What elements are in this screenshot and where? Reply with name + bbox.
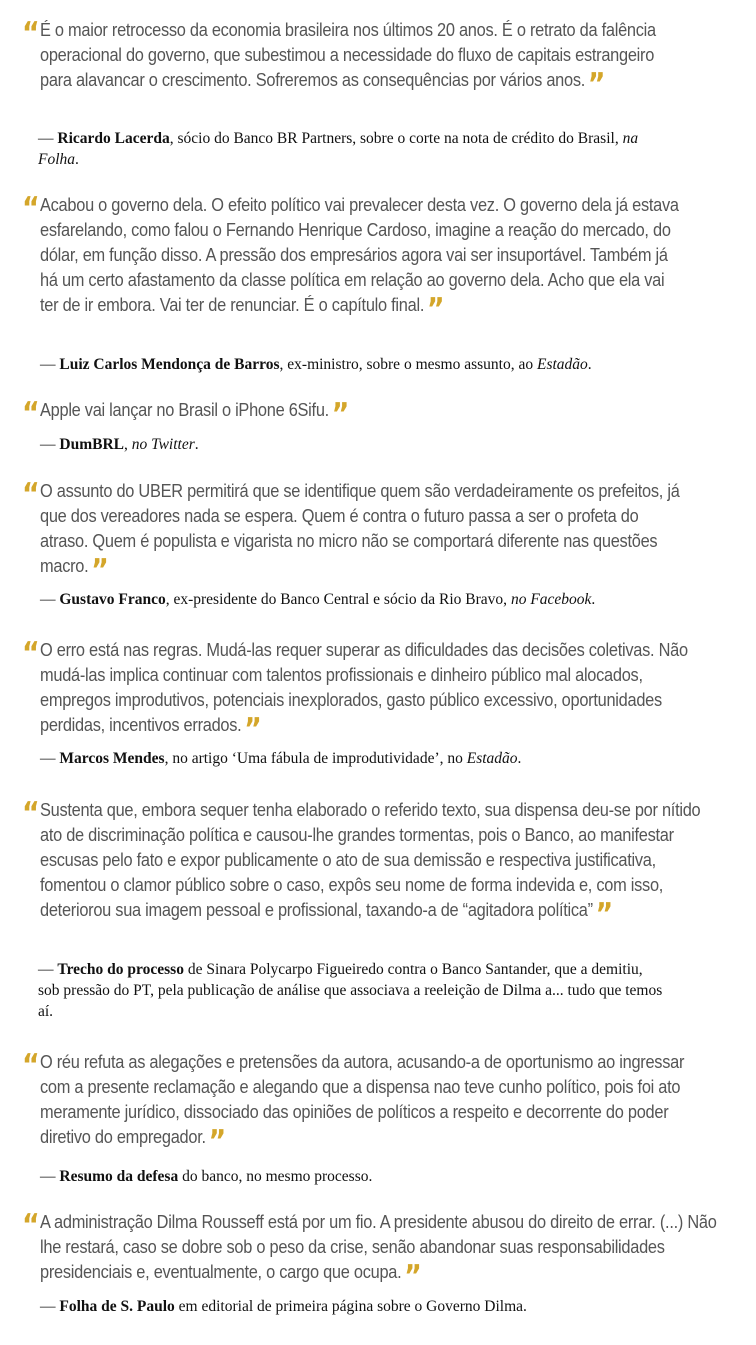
attribution-name: Luiz Carlos Mendonça de Barros	[59, 356, 280, 373]
attribution-source: Estadão	[536, 356, 588, 373]
attribution: — Folha de S. Paulo em editorial de primeira página sobre o Governo Dilma.	[40, 1298, 527, 1315]
quote-text: “ É o maior retrocesso da economia brasileira nos últimos 20 anos. É o retrato da falência operacional do governo, que subestimou a necessidade do fluxo de capitais estrangeiro para alavancar o crescimento. Sofreremos as consequências por vários anos.”	[22, 16, 656, 102]
attribution: — Gustavo Franco, ex-presidente do Banco Central e sócio da Rio Bravo, no Facebook.	[40, 591, 596, 608]
attribution: — Ricardo Lacerda, sócio do Banco BR Partners, sobre o corte na nota de crédito do Brasil, na Folha.	[38, 130, 639, 168]
attribution-name: DumBRL	[59, 436, 124, 453]
attribution-source: Estadão	[466, 750, 518, 767]
attribution-name: Ricardo Lacerda	[57, 130, 170, 147]
attribution-name: Resumo da defesa	[59, 1168, 179, 1185]
attribution-source: no Facebook	[510, 591, 592, 608]
attribution: — Trecho do processo de Sinara Polycarpo Figueiredo contra o Banco Santander, que a demitiu, sob pressão do PT, pela publicação de análise que associava a reeleição de Dilma a... tudo que temos aí.	[38, 961, 663, 1020]
attribution-name: Folha de S. Paulo	[59, 1298, 175, 1315]
quote-text: “ O réu refuta as alegações e pretensões da autora, acusando-a de oportunismo ao ingressar com a presente reclamação e alegando que a dispensa nao teve cunho político, pois foi ato meramente jurídico, dissociado das opiniões de políticos a respeito e decorrente do poder diretivo do empregador.”	[22, 1048, 685, 1159]
attribution-name: Gustavo Franco	[59, 591, 166, 608]
attribution: — Marcos Mendes, no artigo ‘Uma fábula de improdutividade’, no Estadão.	[40, 750, 522, 767]
quote-text: “ O erro está nas regras. Mudá-las requer superar as dificuldades das decisões coletivas. Não mudá-las implica continuar com talentos profissionais e dinheiro público mal alocados, empregos improdutivos, potenciais inexplorados, gasto público excessivo, oportunidades perdidas, incentivos errados.”	[22, 636, 688, 747]
attribution: — DumBRL, no Twitter.	[40, 436, 199, 453]
attribution: — Luiz Carlos Mendonça de Barros, ex-ministro, sobre o mesmo assunto, ao Estadão.	[40, 356, 592, 373]
attribution-source: no Twitter	[131, 436, 195, 453]
quote-text: “ Apple vai lançar no Brasil o iPhone 6Sifu.”	[22, 396, 350, 432]
quote-text: “ A administração Dilma Rousseff está por um fio. A presidente abusou do direito de errar. (...) Não lhe restará, caso se dobre sob o peso da crise, senão abandonar suas responsabilidades presidenciais e, eventualmente, o cargo que ocupa.”	[22, 1208, 717, 1294]
attribution-source: na Folha	[38, 130, 639, 168]
attribution: — Resumo da defesa do banco, no mesmo processo.	[40, 1168, 373, 1185]
attribution-name: Trecho do processo	[57, 961, 184, 978]
quote-text: “ Acabou o governo dela. O efeito político vai prevalecer desta vez. O governo dela já estava esfarelando, como falou o Fernando Henrique Cardoso, imagine a reação do mercado, do dólar, em função disso. A pressão dos empresários agora vai ser insuportável. Também já há um certo afastamento da classe política em relação ao governo dela. Acho que ela vai ter de ir embora. Vai ter de renunciar. É o capítulo final.”	[22, 191, 679, 327]
attribution-name: Marcos Mendes	[59, 750, 165, 767]
quote-text: “ Sustenta que, embora sequer tenha elaborado o referido texto, sua dispensa deu-se por nítido ato de discriminação política e causou-lhe grandes tormentas, pois o Banco, ao manifestar escusas pelo fato e expor publicamente o ato de sua demissão e respectiva justificativa, fomentou o clamor público sobre o caso, expôs seu nome de forma indevida e, com isso, deteriorou sua imagem pessoal e profissional, taxando-a de “agitadora política””	[22, 796, 701, 932]
quote-text: “ O assunto do UBER permitirá que se identifique quem são verdadeiramente os prefeitos, já que dos vereadores nada se espera. Quem é contra o futuro passa a ser o profeta do atraso. Quem é populista e vigarista no micro não se comportará diferente nas questões macro.”	[22, 477, 680, 588]
